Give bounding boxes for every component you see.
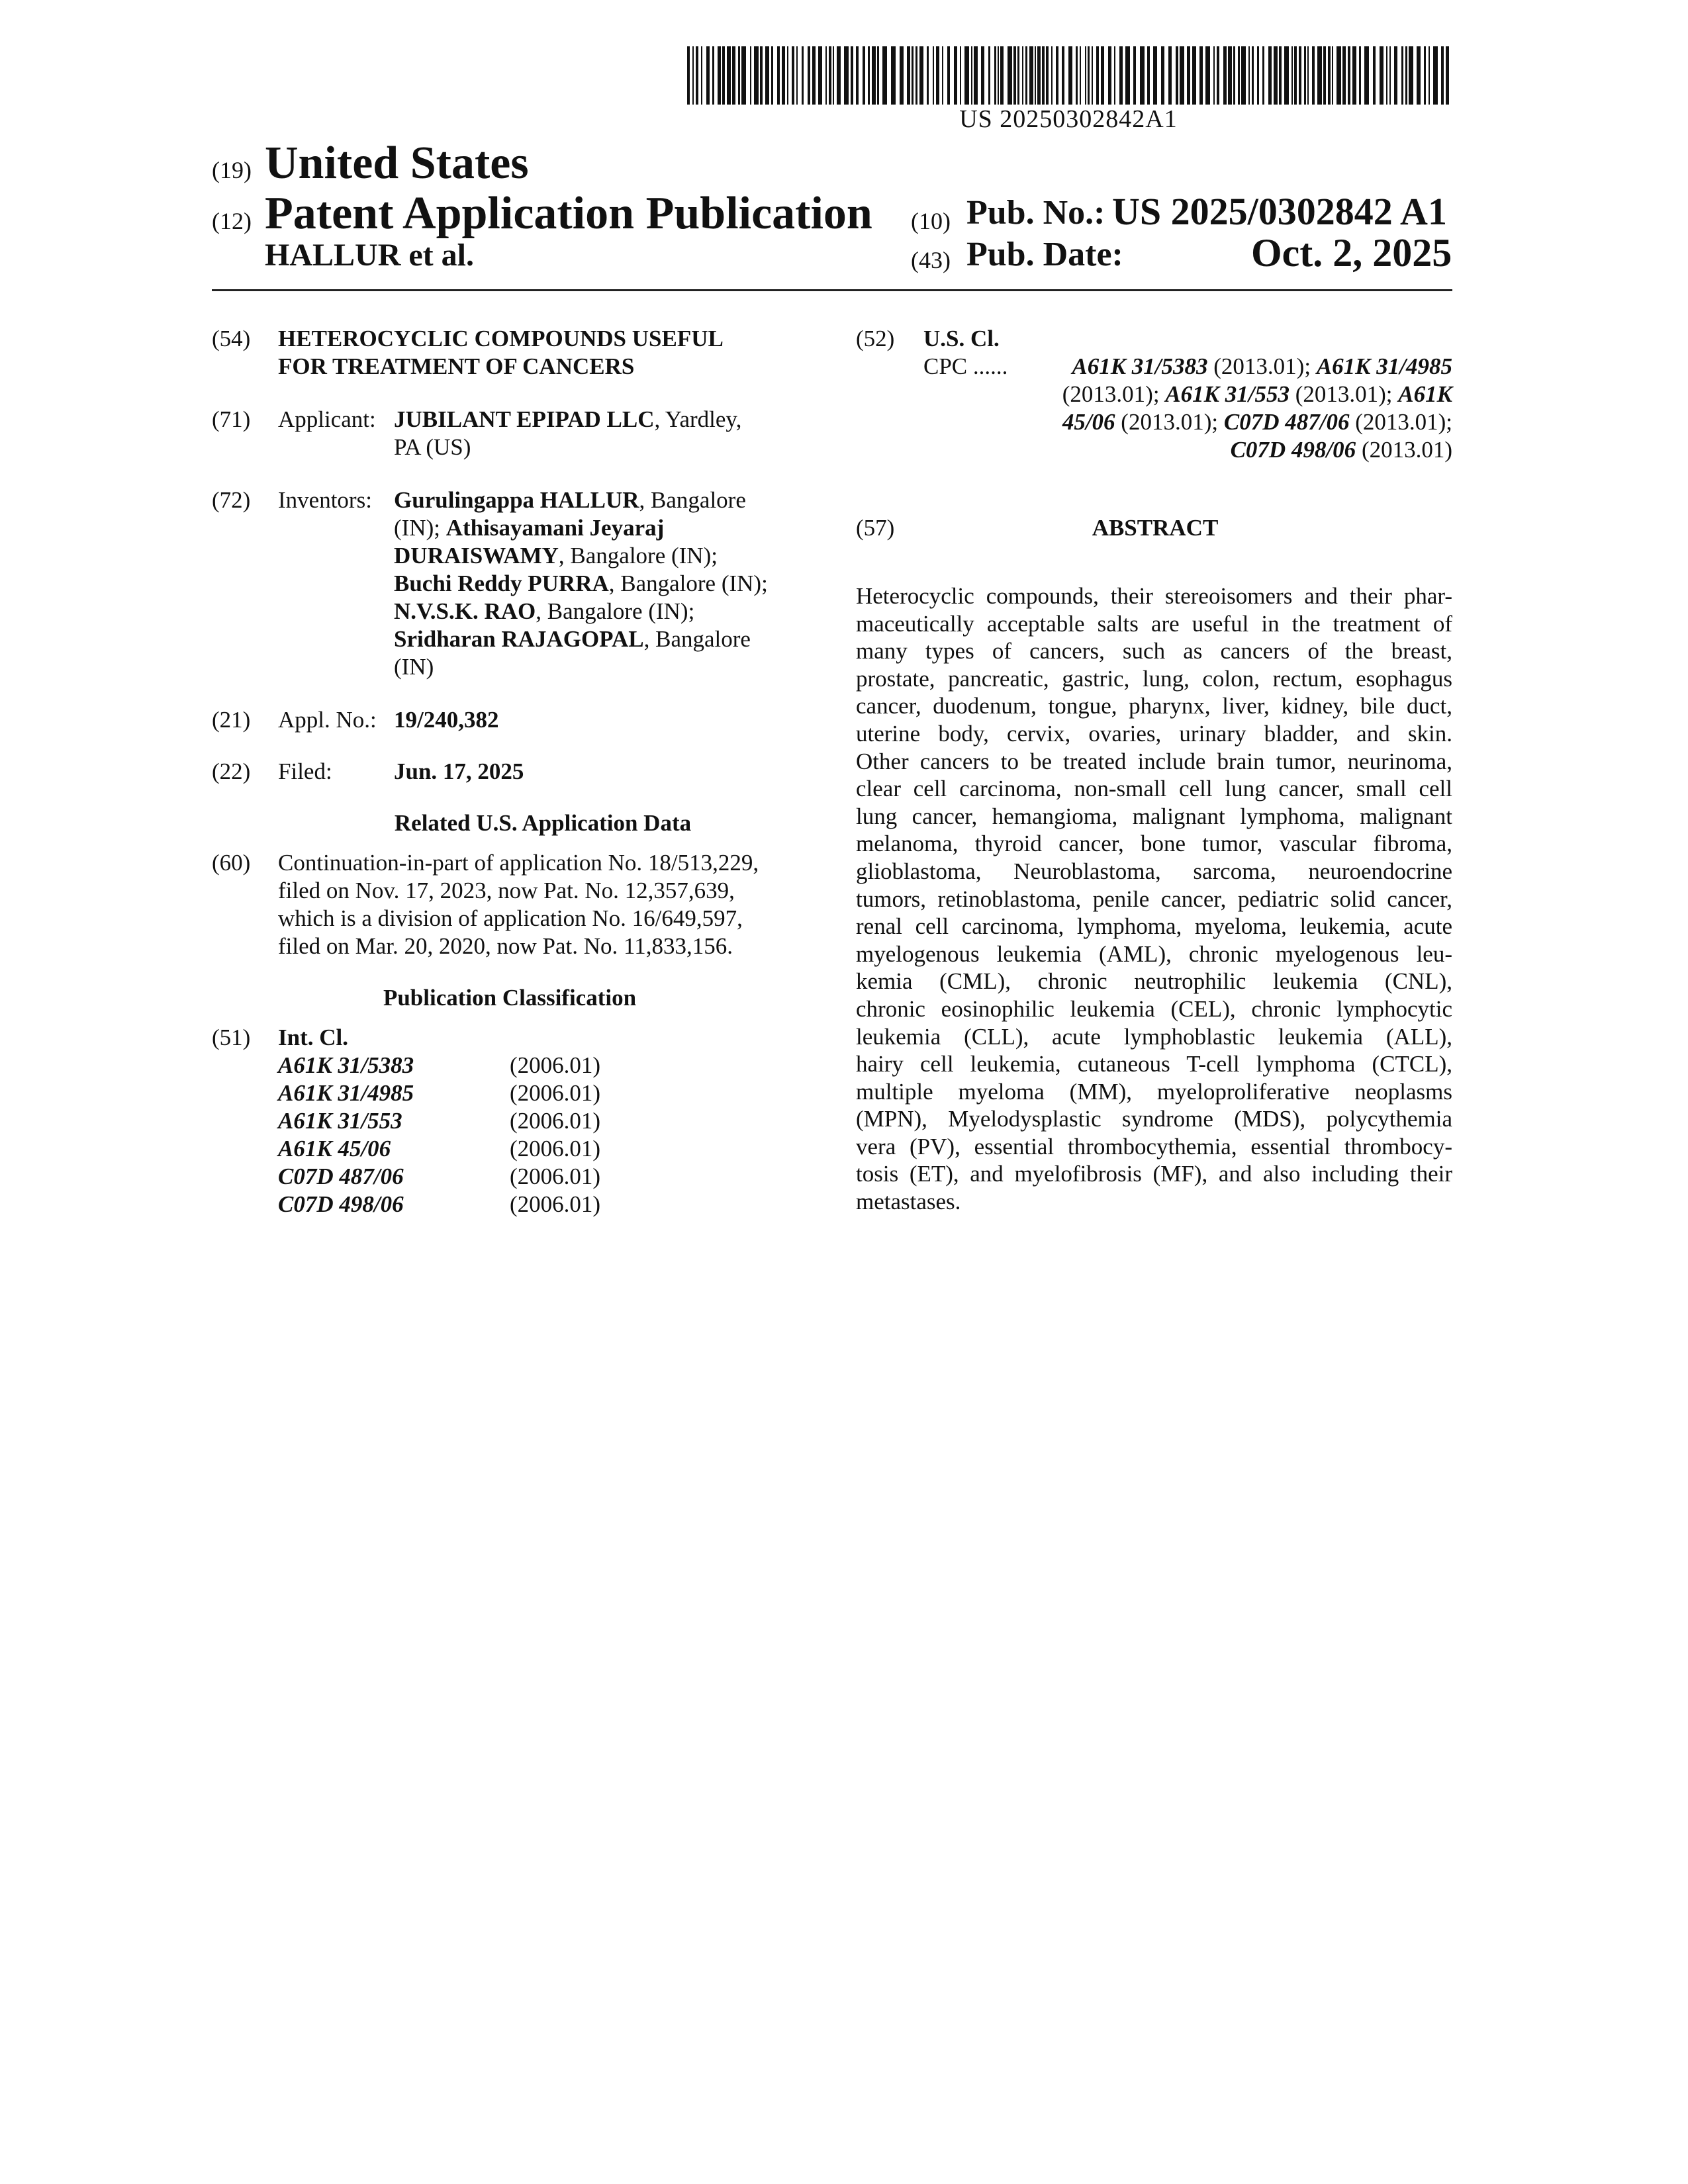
barcode-bar <box>782 46 785 105</box>
barcode-bar <box>1401 46 1403 105</box>
barcode-bar <box>787 46 788 105</box>
barcode-bar <box>1299 46 1301 105</box>
cpc-line-1 <box>993 353 1452 381</box>
barcode-bar <box>1424 46 1426 105</box>
int-cl-version: (2006.01) <box>510 1191 600 1218</box>
abstract-line: prostate, pancreatic, gastric, lung, colon, rectum, esophagus <box>856 665 1452 693</box>
barcode-image <box>687 46 1450 105</box>
barcode-bar <box>1056 46 1058 105</box>
cpc-code: C07D 487/06 <box>1224 409 1350 435</box>
barcode-bar <box>1294 46 1297 105</box>
barcode-bar <box>765 46 769 105</box>
barcode-bar <box>974 46 978 105</box>
barcode-bar <box>1068 46 1072 105</box>
inventor-5-loc: , Bangalore <box>644 626 751 652</box>
barcode-bar <box>960 46 961 105</box>
barcode-bar <box>1328 46 1331 105</box>
barcode-bar <box>692 46 694 105</box>
barcode-bar <box>891 46 896 105</box>
barcode-bar <box>1233 46 1235 105</box>
inventor-1-country: (IN); <box>394 515 446 541</box>
int-cl-version: (2006.01) <box>510 1107 600 1135</box>
barcode-bar <box>1228 46 1232 105</box>
related-data-heading: Related U.S. Application Data <box>278 809 808 837</box>
barcode-bar <box>722 46 725 105</box>
inid-54: (54) <box>212 325 250 353</box>
cpc-code: A61K 31/553 <box>1165 381 1289 407</box>
barcode-bar <box>868 46 870 105</box>
inventor-3: Buchi Reddy PURRA <box>394 570 609 596</box>
barcode-bar <box>777 46 780 105</box>
barcode-bar <box>802 46 804 105</box>
inventor-line-4 <box>394 570 768 598</box>
barcode-bar <box>912 46 914 105</box>
cpc-code: 45/06 <box>1062 409 1115 435</box>
barcode-bar <box>1080 46 1081 105</box>
filed-label: Filed: <box>278 758 332 786</box>
barcode-bar <box>1405 46 1407 105</box>
barcode-bar <box>1380 46 1383 105</box>
barcode-bar <box>1386 46 1387 105</box>
barcode-bar <box>1125 46 1130 105</box>
barcode-bar <box>1046 46 1049 105</box>
barcode-bar <box>796 46 798 105</box>
int-cl-row <box>278 1052 675 1079</box>
int-cl-code: A61K 45/06 <box>278 1135 391 1163</box>
title-line-2: FOR TREATMENT OF CANCERS <box>278 353 634 381</box>
filed-value: Jun. 17, 2025 <box>394 758 524 786</box>
barcode-bar <box>1279 46 1282 105</box>
barcode-bar <box>907 46 910 105</box>
barcode-bar <box>1307 46 1309 105</box>
barcode-bar <box>1035 46 1036 105</box>
appl-no-label: Appl. No.: <box>278 706 377 734</box>
barcode-bar <box>844 46 849 105</box>
related-line-3: which is a division of application No. 16/649,597, <box>278 905 743 933</box>
applicant-line-2: PA (US) <box>394 433 471 461</box>
barcode-bar <box>1433 46 1438 105</box>
barcode-bar <box>760 46 763 105</box>
abstract-line: uterine body, cervix, ovaries, urinary bladder, and skin. <box>856 720 1452 748</box>
int-cl-version: (2006.01) <box>510 1052 600 1079</box>
abstract-line: Other cancers to be treated include brain tumor, neurinoma, <box>856 748 1452 776</box>
cpc-date: (2013.01); <box>1289 381 1398 407</box>
barcode-bar <box>837 46 841 105</box>
barcode-bar <box>1180 46 1184 105</box>
barcode-bar <box>863 46 865 105</box>
barcode-bar <box>1187 46 1190 105</box>
abstract-line: maceutically acceptable salts are useful in the treatment of <box>856 610 1452 638</box>
barcode-bar <box>687 46 690 105</box>
barcode-bar <box>1332 46 1333 105</box>
inid-22: (22) <box>212 758 250 786</box>
barcode-bar <box>1417 46 1421 105</box>
barcode-bar <box>1161 46 1164 105</box>
applicant-location: , Yardley, <box>655 406 742 432</box>
abstract-line: metastases. <box>856 1188 1452 1216</box>
barcode-bar <box>1199 46 1203 105</box>
barcode-bar <box>1323 46 1326 105</box>
country-title: United States <box>265 140 529 187</box>
barcode-bar <box>1217 46 1219 105</box>
barcode-bar <box>954 46 957 105</box>
barcode-bar <box>754 46 759 105</box>
barcode-bar <box>1268 46 1272 105</box>
barcode-bar <box>1076 46 1078 105</box>
barcode-bar <box>1257 46 1259 105</box>
abstract-line: many types of cancers, such as cancers of the breast, <box>856 637 1452 665</box>
barcode-bar <box>1262 46 1264 105</box>
barcode-bar <box>1153 46 1157 105</box>
abstract-line: hairy cell leukemia, cutaneous T-cell lymphoma (CTCL), <box>856 1050 1452 1078</box>
barcode-bar <box>1429 46 1430 105</box>
inventor-2-loc: , Bangalore (IN); <box>559 543 718 569</box>
cpc-code: A61K <box>1398 381 1452 407</box>
barcode-bar <box>1051 46 1053 105</box>
barcode-bar <box>738 46 740 105</box>
barcode-bar <box>727 46 731 105</box>
inventor-line-7: (IN) <box>394 653 434 681</box>
abstract-line: glioblastoma, Neuroblastoma, sarcoma, neuroendocrine <box>856 858 1452 886</box>
barcode-number: US 20250302842A1 <box>687 105 1450 134</box>
abstract-line: chronic eosinophilic leukemia (CEL), chronic lymphocytic <box>856 995 1452 1023</box>
int-cl-code: A61K 31/5383 <box>278 1052 414 1079</box>
cpc-date: (2013.01); <box>1349 409 1452 435</box>
abstract-line: kemia (CML), chronic neutrophilic leukemia (CNL), <box>856 968 1452 995</box>
related-line-4: filed on Mar. 20, 2020, now Pat. No. 11,833,156. <box>278 933 733 960</box>
barcode-bar <box>998 46 999 105</box>
barcode-bar <box>741 46 746 105</box>
cpc-code: A61K 31/4985 <box>1317 353 1452 379</box>
barcode-bar <box>919 46 923 105</box>
pub-no-label: Pub. No.: <box>966 196 1105 230</box>
cpc-code: C07D 498/06 <box>1231 437 1356 463</box>
barcode-bar <box>818 46 822 105</box>
inventors-label: Inventors: <box>278 486 372 514</box>
barcode-bar <box>933 46 934 105</box>
barcode-bar <box>1317 46 1322 105</box>
barcode-bar <box>1409 46 1413 105</box>
int-cl-label: Int. Cl. <box>278 1024 348 1052</box>
barcode-bar <box>1042 46 1045 105</box>
cpc-line-4 <box>923 436 1452 464</box>
barcode-bar <box>1394 46 1397 105</box>
barcode-bar <box>1389 46 1391 105</box>
barcode-bar <box>1022 46 1023 105</box>
barcode-bar <box>900 46 904 105</box>
us-cl-label: U.S. Cl. <box>923 325 1000 353</box>
barcode-bar <box>1037 46 1041 105</box>
inventor-1-loc: , Bangalore <box>639 487 746 513</box>
applicant-name: JUBILANT EPIPAD LLC <box>394 406 655 432</box>
abstract-line: renal cell carcinoma, lymphoma, myeloma, leukemia, acute <box>856 913 1452 940</box>
cpc-code: A61K 31/5383 <box>1072 353 1207 379</box>
inid-60: (60) <box>212 849 250 877</box>
barcode-bar <box>1108 46 1111 105</box>
barcode-bar <box>771 46 773 105</box>
barcode-bar <box>1238 46 1240 105</box>
int-cl-code: C07D 498/06 <box>278 1191 404 1218</box>
barcode-bar <box>1088 46 1090 105</box>
abstract-line: leukemia (CLL), acute lymphoblastic leukemia (ALL), <box>856 1023 1452 1051</box>
barcode-bar <box>1241 46 1246 105</box>
barcode-bar <box>1025 46 1027 105</box>
barcode-bar <box>1168 46 1172 105</box>
inventor-line-2 <box>394 514 664 542</box>
barcode-bar <box>1359 46 1361 105</box>
header-rule <box>212 289 1452 291</box>
inventor-line-5 <box>394 598 694 625</box>
barcode-bar <box>1373 46 1376 105</box>
barcode-bar <box>792 46 794 105</box>
barcode-bar <box>994 46 996 105</box>
barcode-bar <box>1092 46 1093 105</box>
abstract-line: tumors, retinoblastoma, penile cancer, pediatric solid cancer, <box>856 886 1452 913</box>
int-cl-code: C07D 487/06 <box>278 1163 404 1191</box>
barcode-bar <box>964 46 969 105</box>
barcode-bar <box>732 46 735 105</box>
int-cl-row <box>278 1135 675 1163</box>
barcode-bar <box>1008 46 1012 105</box>
barcode-bar <box>1133 46 1136 105</box>
inventor-5: Sridharan RAJAGOPAL <box>394 626 644 652</box>
barcode-bar <box>1336 46 1341 105</box>
barcode-bar <box>1284 46 1289 105</box>
related-line-1: Continuation-in-part of application No. 18/513,229, <box>278 849 759 877</box>
barcode-bar <box>1441 46 1444 105</box>
barcode-bar <box>1176 46 1178 105</box>
inventor-4-loc: , Bangalore (IN); <box>536 598 694 624</box>
inventor-line-6 <box>394 625 751 653</box>
inventor-4: N.V.S.K. RAO <box>394 598 536 624</box>
barcode-bar <box>1446 46 1449 105</box>
int-cl-version: (2006.01) <box>510 1135 600 1163</box>
barcode-bar <box>1013 46 1016 105</box>
int-cl-code: A61K 31/553 <box>278 1107 402 1135</box>
inventor-2-last: DURAISWAMY <box>394 543 559 569</box>
pub-date-label: Pub. Date: <box>966 238 1123 272</box>
inid-51: (51) <box>212 1024 250 1052</box>
barcode-bar <box>927 46 929 105</box>
barcode-bar <box>947 46 950 105</box>
cpc-date: (2013.01); <box>1062 381 1166 407</box>
barcode-bar <box>882 46 887 105</box>
inid-43: (43) <box>911 246 951 274</box>
barcode-bar <box>1342 46 1346 105</box>
inid-21: (21) <box>212 706 250 734</box>
barcode-bar <box>808 46 810 105</box>
barcode-bar <box>1364 46 1369 105</box>
barcode-bar <box>877 46 879 105</box>
barcode-bar <box>1017 46 1019 105</box>
barcode-bar <box>915 46 917 105</box>
abstract-line: (MPN), Myelodysplastic syndrome (MDS), polycythemia <box>856 1105 1452 1133</box>
abstract-line: myelogenous leukemia (AML), chronic myelogenous leu- <box>856 940 1452 968</box>
barcode-bar <box>942 46 943 105</box>
inid-57: (57) <box>856 514 894 542</box>
barcode-bar <box>1101 46 1104 105</box>
authors: HALLUR et al. <box>265 240 474 271</box>
cpc-line-3 <box>923 408 1452 436</box>
abstract-line: clear cell carcinoma, non-small cell lung cancer, small cell <box>856 775 1452 803</box>
pub-date: Oct. 2, 2025 <box>1251 233 1452 273</box>
barcode-bar <box>1304 46 1306 105</box>
barcode-bar <box>696 46 698 105</box>
barcode-bar <box>1312 46 1315 105</box>
inid-71: (71) <box>212 406 250 433</box>
cpc-date: (2013.01) <box>1356 437 1452 463</box>
barcode-bar <box>1213 46 1215 105</box>
barcode-bar <box>712 46 714 105</box>
int-cl-version: (2006.01) <box>510 1079 600 1107</box>
inid-52: (52) <box>856 325 894 353</box>
abstract-line: multiple myeloma (MM), myeloproliferative neoplasms <box>856 1078 1452 1106</box>
inid-10: (10) <box>911 207 951 235</box>
barcode-bar <box>1114 46 1115 105</box>
cpc-line-2 <box>923 381 1452 408</box>
barcode-bar <box>988 46 990 105</box>
appl-no-value: 19/240,382 <box>394 706 498 734</box>
barcode-bar <box>1205 46 1210 105</box>
inventor-1: Gurulingappa HALLUR <box>394 487 639 513</box>
barcode-bar <box>1096 46 1099 105</box>
barcode-bar <box>1252 46 1254 105</box>
barcode-bar <box>1248 46 1250 105</box>
barcode-bar <box>1352 46 1356 105</box>
barcode-bar <box>1119 46 1123 105</box>
abstract-line: melanoma, thyroid cancer, bone tumor, vascular fibroma, <box>856 830 1452 858</box>
inid-72: (72) <box>212 486 250 514</box>
cpc-date: (2013.01); <box>1208 353 1317 379</box>
abstract-heading: ABSTRACT <box>923 514 1387 542</box>
barcode-bar <box>812 46 816 105</box>
inid-19: (19) <box>212 156 252 184</box>
barcode-bar <box>872 46 876 105</box>
int-cl-version: (2006.01) <box>510 1163 600 1191</box>
barcode-bar <box>1000 46 1004 105</box>
pub-class-heading: Publication Classification <box>278 984 741 1012</box>
barcode-bar <box>1348 46 1350 105</box>
barcode-bar <box>1147 46 1150 105</box>
inventor-line-1 <box>394 486 746 514</box>
int-cl-row <box>278 1079 675 1107</box>
barcode-bar <box>936 46 939 105</box>
inventor-2-first: Athisayamani Jeyaraj <box>446 515 665 541</box>
abstract-line: lung cancer, hemangioma, malignant lymphoma, malignant <box>856 803 1452 831</box>
barcode-bar <box>701 46 702 105</box>
applicant-label: Applicant: <box>278 406 376 433</box>
abstract-body <box>856 582 1452 1216</box>
barcode-bar <box>1085 46 1086 105</box>
inventor-3-loc: , Bangalore (IN); <box>609 570 768 596</box>
barcode-bar <box>851 46 853 105</box>
int-cl-row <box>278 1163 675 1191</box>
barcode-bar <box>1192 46 1196 105</box>
barcode-bar <box>706 46 710 105</box>
barcode-bar <box>1029 46 1033 105</box>
cpc-label: CPC ...... <box>923 353 1008 381</box>
int-cl-row <box>278 1107 675 1135</box>
barcode-bar <box>718 46 721 105</box>
int-cl-code: A61K 31/4985 <box>278 1079 414 1107</box>
abstract-line: Heterocyclic compounds, their stereoisomers and their phar- <box>856 582 1452 610</box>
applicant-line-1 <box>394 406 741 433</box>
related-line-2: filed on Nov. 17, 2023, now Pat. No. 12,357,639, <box>278 877 735 905</box>
barcode-bar <box>1140 46 1145 105</box>
abstract-line: vera (PV), essential thrombocythemia, essential thrombocy- <box>856 1133 1452 1161</box>
barcode-bar <box>1223 46 1227 105</box>
barcode-bar <box>750 46 751 105</box>
barcode-bar <box>856 46 859 105</box>
document-type-title: Patent Application Publication <box>265 191 872 237</box>
barcode-bar <box>1291 46 1293 105</box>
barcode-bar <box>971 46 972 105</box>
inventor-line-3 <box>394 542 718 570</box>
abstract-line: tosis (ET), and myelofibrosis (MF), and also including their <box>856 1160 1452 1188</box>
barcode-bar <box>1274 46 1278 105</box>
int-cl-row <box>278 1191 675 1218</box>
barcode-bar <box>829 46 831 105</box>
inid-12: (12) <box>212 207 252 235</box>
cpc-date: (2013.01); <box>1115 409 1224 435</box>
abstract-line: cancer, duodenum, tongue, pharynx, liver, kidney, bile duct, <box>856 692 1452 720</box>
barcode-bar <box>833 46 834 105</box>
pub-no: US 2025/0302842 A1 <box>1112 193 1447 231</box>
title-line-1: HETEROCYCLIC COMPOUNDS USEFUL <box>278 325 724 353</box>
barcode-bar <box>1062 46 1064 105</box>
barcode-bar <box>825 46 827 105</box>
barcode-bar <box>981 46 984 105</box>
